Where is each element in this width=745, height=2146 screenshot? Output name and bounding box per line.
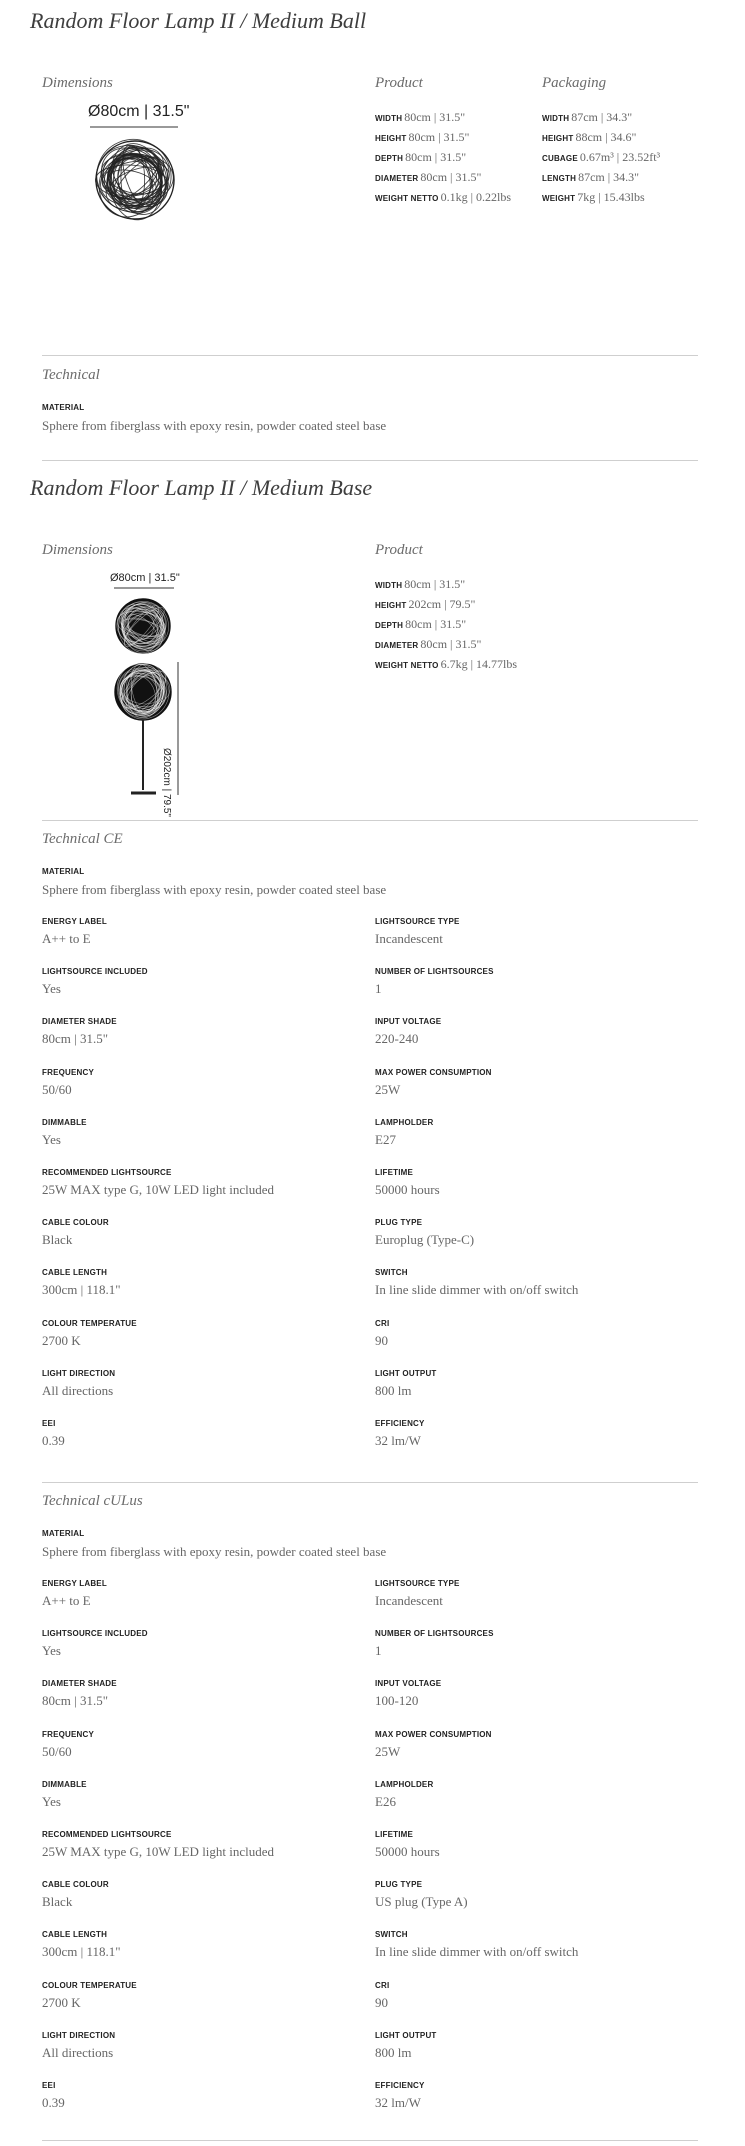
spec-value: In line slide dimmer with on/off switch [375,1282,579,1298]
spec-label: LIGHTSOURCE INCLUDED [42,967,148,977]
spec-key: WIDTH [375,114,403,123]
spec-key: LENGTH [542,174,577,183]
spec-key: WEIGHT [542,194,576,203]
spec-value: 25W [375,1081,401,1097]
spec-label: EEI [42,2081,56,2090]
spec-value: 202cm | 79.5" [408,597,476,611]
spec-key: WEIGHT NETTO [375,661,439,670]
spec-value: 88cm | 34.6" [575,130,637,144]
spec-key: WIDTH [375,581,403,590]
spec-label: COLOUR TEMPERATUE [42,1980,137,1990]
spec-value: 7kg | 15.43lbs [577,190,645,204]
spec-key: DIAMETER [375,174,419,183]
base-product-heading: Product [375,542,423,558]
spec-label: INPUT VOLTAGE [375,1679,442,1689]
spec-label: LIGHT OUTPUT [375,2030,437,2040]
spec-key: HEIGHT [542,134,574,143]
spec-value: 25W MAX type G, 10W LED light included [42,1182,275,1197]
spec-value: 80cm | 31.5" [42,1693,109,1709]
spec-value: 0.39 [42,1433,65,1448]
spec-label: NUMBER OF LIGHTSOURCES [375,1629,494,1639]
spec-value: 80cm | 31.5" [404,577,466,591]
divider [42,2140,698,2141]
spec-label: DIMMABLE [42,1117,87,1127]
spec-label: LIGHTSOURCE TYPE [375,1579,460,1588]
spec-label: RECOMMENDED LIGHTSOURCE [42,1168,172,1177]
ball-material-value: Sphere from fiberglass with epoxy resin, powder coated steel base [42,418,387,433]
spec-value: 80cm | 31.5" [420,637,482,651]
spec-label: FREQUENCY [42,1729,95,1739]
spec-value: Europlug (Type-C) [375,1232,475,1248]
ball-dimensions-heading: Dimensions [42,75,113,91]
spec-label: LIGHTSOURCE INCLUDED [42,1629,148,1639]
spec-label: FREQUENCY [42,1067,95,1077]
spec-row [375,637,481,652]
spec-value: 90 [375,1994,388,2010]
spec-label: ENERGY LABEL [42,1579,107,1588]
spec-label: LAMPHOLDER [375,1117,434,1127]
spec-value: 25W [375,1743,401,1759]
spec-key: WIDTH [542,114,570,123]
spec-value: All directions [42,1382,114,1398]
spec-label: MAX POWER CONSUMPTION [375,1729,492,1739]
spec-value: E26 [375,1793,396,1809]
spec-label: SWITCH [375,1268,408,1278]
spec-label: CABLE COLOUR [42,1880,109,1890]
spec-label: COLOUR TEMPERATUE [42,1318,137,1328]
spec-label: SWITCH [375,1930,408,1940]
spec-value: All directions [42,2044,114,2060]
spec-value: Incandescent [375,1593,443,1608]
spec-value: In line slide dimmer with on/off switch [375,1944,579,1960]
spec-value: 80cm | 31.5" [405,617,467,631]
spec-value: 25W MAX type G, 10W LED light included [42,1844,275,1859]
divider [42,1482,698,1483]
spec-value: 100-120 [375,1693,419,1709]
spec-value: US plug (Type A) [375,1894,468,1910]
spec-value: 90 [375,1332,388,1348]
culus-material-value: Sphere from fiberglass with epoxy resin, powder coated steel base [42,1544,387,1559]
spec-value: 80cm | 31.5" [405,150,467,164]
spec-value: 0.1kg | 0.22lbs [440,190,511,204]
spec-key: CUBAGE [542,154,578,163]
spec-value: Yes [42,981,61,997]
spec-value: 80cm | 31.5" [420,170,482,184]
divider [42,820,698,821]
spec-value: 50/60 [42,1743,72,1759]
spec-value: 2700 K [42,1994,81,2010]
spec-value: E27 [375,1131,396,1147]
ce-material-label: MATERIAL [42,867,85,876]
spec-label: RECOMMENDED LIGHTSOURCE [42,1830,172,1839]
base-title: Random Floor Lamp II / Medium Base [30,475,373,500]
spec-label: DIAMETER SHADE [42,1679,117,1689]
ce-heading: Technical CE [42,831,123,847]
spec-row [375,597,475,612]
spec-row [375,617,466,632]
base-dimensions-heading: Dimensions [42,542,113,558]
spec-label: LIGHT DIRECTION [42,2030,116,2040]
spec-value: 1 [375,981,382,997]
spec-value: 80cm | 31.5" [404,110,466,124]
spec-value: 800 lm [375,1382,412,1398]
ball-packaging-heading: Packaging [542,75,607,91]
spec-label: EFFICIENCY [375,1419,425,1428]
spec-label: CRI [375,1318,390,1328]
spec-key: HEIGHT [375,134,407,143]
spec-label: EEI [42,1419,56,1428]
ball-title: Random Floor Lamp II / Medium Ball [30,8,367,33]
spec-label: CABLE LENGTH [42,1268,108,1278]
spec-label: LIFETIME [375,1830,414,1839]
spec-value: 32 lm/W [375,1433,421,1448]
spec-value: Incandescent [375,931,443,946]
spec-key: DEPTH [375,621,404,630]
spec-key: DIAMETER [375,641,419,650]
spec-row [375,577,465,592]
spec-value: 80cm | 31.5" [408,130,470,144]
spec-label: LIGHT DIRECTION [42,1368,116,1378]
spec-label: LIGHTSOURCE TYPE [375,917,460,926]
spec-value: Yes [42,1643,61,1659]
spec-value: 300cm | 118.1" [42,1944,121,1960]
spec-label: DIAMETER SHADE [42,1017,117,1027]
spec-label: LAMPHOLDER [375,1779,434,1789]
spec-value: 50000 hours [375,1844,440,1859]
spec-value: A++ to E [42,931,91,946]
spec-value: 87cm | 34.3" [578,170,640,184]
spec-label: LIGHT OUTPUT [375,1368,437,1378]
ball-material-label: MATERIAL [42,403,85,412]
spec-value: Yes [42,1793,61,1809]
spec-value: 2700 K [42,1332,81,1348]
spec-label: DIMMABLE [42,1779,87,1789]
spec-value: A++ to E [42,1593,91,1608]
spec-label: INPUT VOLTAGE [375,1017,442,1027]
base-dimension-label: Ø80cm | 31.5" [110,572,180,584]
ball-dimension-label: Ø80cm | 31.5" [88,103,190,120]
base-lamp-illustration [0,0,745,820]
spec-label: LIFETIME [375,1168,414,1177]
culus-material-label: MATERIAL [42,1529,85,1538]
spec-value: 6.7kg | 14.77lbs [440,657,517,671]
spec-value: 50000 hours [375,1182,440,1197]
ce-material-value: Sphere from fiberglass with epoxy resin, powder coated steel base [42,882,387,897]
spec-row [375,657,517,672]
spec-label: MAX POWER CONSUMPTION [375,1067,492,1077]
spec-label: NUMBER OF LIGHTSOURCES [375,967,494,977]
spec-value: 220-240 [375,1031,419,1047]
spec-value: 800 lm [375,2044,412,2060]
spec-label: CABLE LENGTH [42,1930,108,1940]
spec-value: 32 lm/W [375,2095,421,2110]
spec-value: 300cm | 118.1" [42,1282,121,1298]
spec-value: 1 [375,1643,382,1659]
spec-value: 87cm | 34.3" [571,110,633,124]
spec-label: CABLE COLOUR [42,1218,109,1228]
culus-heading: Technical cULus [42,1493,143,1509]
spec-label: PLUG TYPE [375,1218,423,1228]
spec-key: DEPTH [375,154,404,163]
ball-product-heading: Product [375,75,423,91]
spec-label: CRI [375,1980,390,1990]
spec-value: 0.39 [42,2095,65,2110]
spec-value: 80cm | 31.5" [42,1031,109,1047]
ball-technical-heading: Technical [42,367,100,383]
spec-label: EFFICIENCY [375,2081,425,2090]
spec-key: HEIGHT [375,601,407,610]
spec-label: PLUG TYPE [375,1880,423,1890]
base-height-label: Ø202cm | 79.5" [161,748,172,817]
spec-value: 50/60 [42,1081,72,1097]
spec-value: Black [42,1894,73,1910]
spec-value: Black [42,1232,73,1248]
spec-value: Yes [42,1131,61,1147]
spec-label: ENERGY LABEL [42,917,107,926]
spec-key: WEIGHT NETTO [375,194,439,203]
spec-value: 0.67m³ | 23.52ft³ [579,150,661,164]
